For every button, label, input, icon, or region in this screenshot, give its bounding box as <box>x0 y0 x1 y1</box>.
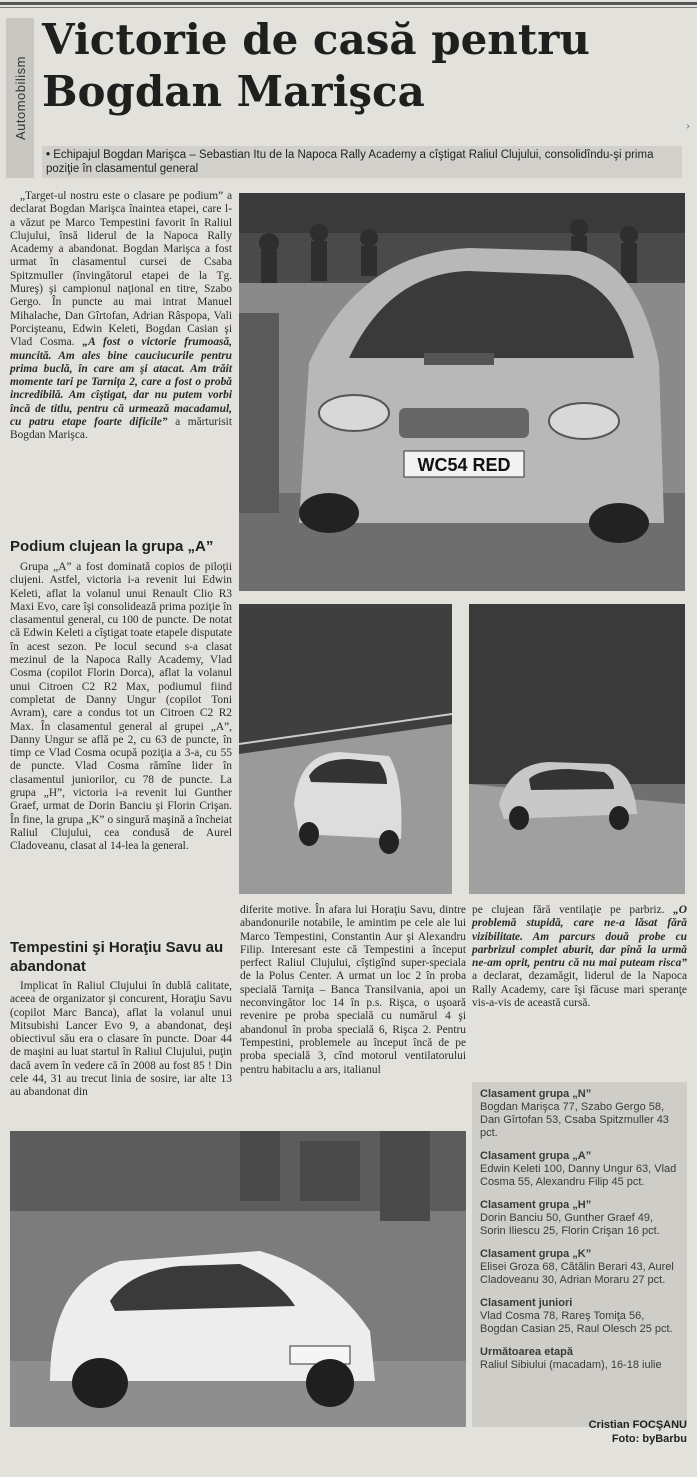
standings-group <box>480 1248 679 1287</box>
lead-text: Echipajul Bogdan Marişca – Sebastian Itu de la Napoca Rally Academy a cîştigat Raliul Clujului, consolidîndu-şi prima poziţie în clasamentul general <box>46 149 654 175</box>
photo-fiesta <box>10 1131 466 1427</box>
standings-text: Vlad Cosma 78, Rareş Tomiţa 56, Bogdan Casian 25, Raul Olesch 25 pct. <box>480 1310 673 1335</box>
abandon-column <box>10 980 232 1100</box>
standings-text: Elisei Groza 68, Cătălin Berari 43, Aurel Cladoveanu 30, Adrian Moraru 27 pct. <box>480 1261 674 1286</box>
photo-credit: Foto: byBarbu <box>611 1433 687 1445</box>
standings-group <box>480 1150 679 1189</box>
lead-paragraph <box>42 146 682 178</box>
standings-text: Raliul Sibiului (macadam), 16-18 iulie <box>480 1359 662 1371</box>
margin-mark: › <box>686 118 690 132</box>
standings-title: Următoarea etapă <box>480 1346 573 1358</box>
right-text: pe clujean fără ventilaţie pe parbriz. <box>472 904 665 916</box>
mid-paragraph: diferite motive. În afara lui Horaţiu Savu, dintre abandonurile notabile, le amintim pe cele ale lui Marco Tempestini, Constantin Aur şi Alexandru Filip. Interesant este că Tempestini a început perfect Raliul Clujului, cîştigînd super-speciala de la Polus Center. A urmat un loc 2 în proba specială Tarniţa – Banca Transilvania, apoi un neconvingător loc 14 în p.s. Rişca, o uşoară revenire pe proba specială cu numărul 4 şi abandonul în proba specială 6, Rişca 2. Pentru Tempestini, problemele au început încă de pe proba specială 3, cînd motorul ventilatorului pentru habitaclu a ars, italianul <box>240 904 466 1076</box>
intro-text: „Target-ul nostru este o clasare pe podium” a declarat Bogdan Marişca înaintea etapei, care l-a văzut pe Marco Tempestini favorit în Raliul Clujului, însă liderul de la Napoca Rally Academy a abandonat. Bogdan Marişca a fost urmat în clasamentul cursei de Csaba Spitzmuller (învingătorul etapei de la Tg. Mureş) şi campionul naţional en titre, Szabo Gergo. În puncte au mai intrat Manuel Mihalache, Dan Gîrtofan, Adrian Râspopa, Vali Porcişteanu, Edwin Keleti, Bogdan Casian şi Vlad Cosma. <box>10 190 232 349</box>
standings-text: Dorin Banciu 50, Gunther Graef 49, Sorin Iliescu 25, Florin Crişan 16 pct. <box>480 1212 660 1237</box>
abandon-paragraph: Implicat în Raliul Clujului în dublă calitate, aceea de organizator şi concurent, Horaţiu Savu (copilot Marc Banca), aflat la volanul unui Mitsubishi Lancer Evo 9, a abandonat, deşi obiectivul său era o clasare în puncte. Doar 44 de maşini au luat startul în Raliul Clujului, puţin dacă avem în vedere că în 2008 au fost 85 ! Din cele 44, 31 au trecut linia de sosire, iar alte 13 au abandonat din <box>10 980 232 1099</box>
top-rule-thin <box>0 7 697 8</box>
standings-title: Clasament grupa „H” <box>480 1199 592 1211</box>
author-name: Cristian FOCŞANU <box>588 1419 687 1431</box>
subhead-group-a: Podium clujean la grupa „A” <box>10 538 214 555</box>
standings-group <box>480 1199 679 1238</box>
intro-paragraph <box>10 190 232 443</box>
standings-box <box>472 1082 687 1427</box>
group-a-column <box>10 561 232 854</box>
right-paragraph <box>472 904 687 1010</box>
standings-group <box>480 1346 679 1372</box>
photo-clio <box>469 604 685 894</box>
standings-text: Bogdan Marişca 77, Szabo Gergo 58, Dan Gîrtofan 53, Csaba Spitzmuller 43 pct. <box>480 1101 669 1139</box>
standings-title: Clasament grupa „A” <box>480 1150 592 1162</box>
intro-quote: „A fost o victorie frumoasă, muncită. Am ales bine cauciucurile pentru prima buclă, în care am şi atacat. Am trăit momente tari pe Tarniţa 2, care a fost o probă incredibilă. Am cîştigat, dar nu putem vorbi încă de titlu, pentru că urmează macadamul, cu patru etape foarte dificile” <box>10 336 232 429</box>
byline <box>589 1418 687 1446</box>
subhead-abandon: Tempestini şi Horaţiu Savu au abandonat <box>10 939 224 975</box>
standings-group <box>480 1088 679 1140</box>
standings-title: Clasament grupa „K” <box>480 1248 592 1260</box>
lead-bullet: • <box>46 149 51 161</box>
headline-line1: Victorie de casă pentru <box>42 15 590 64</box>
license-plate: WC54 RED <box>417 455 511 475</box>
headline-line2: Bogdan Marişca <box>42 67 425 116</box>
mid-column <box>240 904 466 1077</box>
standings-title: Clasament juniori <box>480 1297 573 1309</box>
photo-peugeot <box>239 604 452 894</box>
photo-subaru <box>239 193 685 591</box>
section-tab <box>6 18 34 178</box>
right-tail: a declarat, dezamăgit, liderul de la Napoca Rally Academy, care îşi făcuse mari speranţe vis-a-vis de această cursă. <box>472 970 687 1010</box>
intro-tail: a mărturisit Bogdan Marişca. <box>10 416 233 442</box>
standings-text: Edwin Keleti 100, Danny Ungur 63, Vlad Cosma 55, Alexandru Filip 45 pct. <box>480 1163 677 1188</box>
intro-column <box>10 190 232 443</box>
section-label: Automobilism <box>12 55 28 141</box>
right-column <box>472 904 687 1010</box>
group-a-paragraph: Grupa „A” a fost dominată copios de piloţii clujeni. Astfel, victoria i-a revenit lui Edwin Keleti, aflat la volanul unui Renault Clio R3 Maxi Evo, care îşi consolidează prima poziţie în clasamentul general, cu 100 de puncte. De notat că Edwin Keleti a cîştigat toate etapele disputate în acest sezon. Pe locul secund s-a clasat mezinul de la Napoca Rally Academy, Vlad Cosma (copilot Florin Dorca), aflat la volanul unui Citroen C2 R2 Max, podiumul fiind completat de Danny Ungur (copilot Toni Avram), care a condus tot un Citroen C2 R2 Max. În clasamentul general al grupei „A”, Danny Ungur se află pe 2, cu 63 de puncte, în timp ce Vlad Cosma ocupă poziţia a 3-a, cu 55 de puncte. Vlad Cosma rămîne lider în clasamentul juniorilor, cu 78 de puncte. La grupa „H”, victoria i-a revenit lui Gunther Graef, urmat de Dorin Banciu şi Florin Crişan. În fine, la grupa „K” o singură maşină a încheiat Raliul Clujului, cea condusă de Aurel Cladoveanu, clasat al 14-lea la general. <box>10 561 232 853</box>
standings-group <box>480 1297 679 1336</box>
standings-title: Clasament grupa „N” <box>480 1088 592 1100</box>
right-quote: „O problemă stupidă, care ne-a lăsat fără vizibilitate. Am parcurs două probe cu parbrizul complet aburit, dar pînă la urmă ne-am oprit, pentru că nu mai puteam risca” <box>472 904 687 970</box>
top-rule <box>0 2 697 5</box>
headline <box>42 14 692 118</box>
